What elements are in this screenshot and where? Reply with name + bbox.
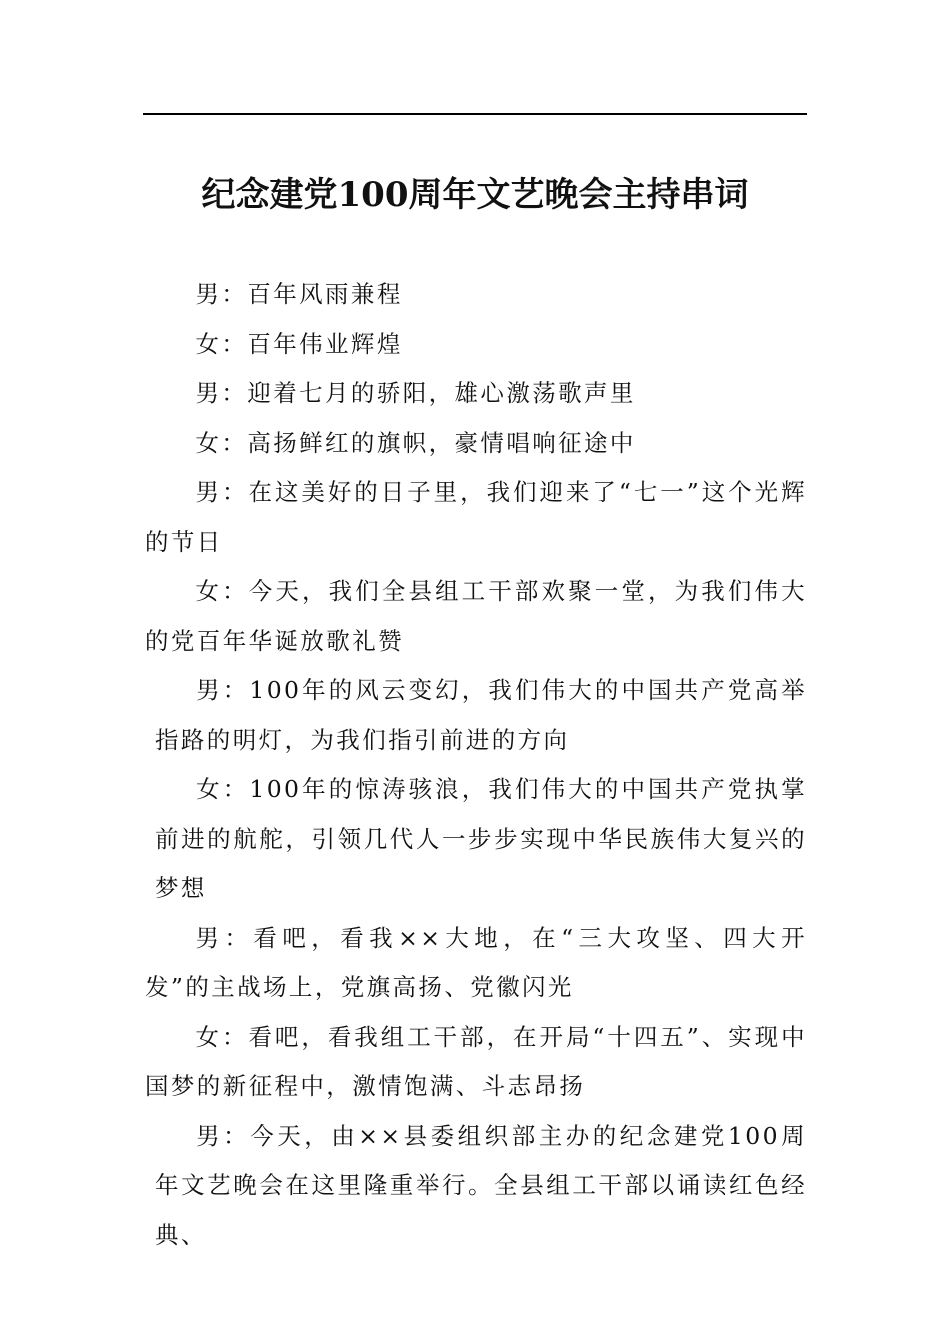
paragraph-text: 迎着七月的骄阳，雄心激荡歌声里 — [247, 379, 636, 407]
paragraph — [145, 419, 807, 469]
speaker-label: 女： — [195, 577, 249, 605]
document-body — [145, 270, 807, 1260]
paragraph — [145, 567, 807, 666]
paragraph — [145, 914, 807, 1013]
header-rule — [143, 113, 807, 115]
paragraph-text: 百年伟业辉煌 — [247, 329, 403, 358]
speaker-label: 女： — [195, 1022, 249, 1051]
paragraph-text: 100年的惊涛骇浪，我们伟大的中国共产党执掌前进的航舵，引领几代人一步步实现中华民族伟大复兴的梦想 — [155, 775, 807, 902]
paragraph — [145, 1013, 807, 1112]
document-title: 纪念建党100周年文艺晚会主持串词 — [201, 175, 749, 215]
paragraph-text: 100年的风云变幻，我们伟大的中国共产党高举指路的明灯，为我们指引前进的方向 — [155, 676, 807, 754]
paragraph-text: 看吧，看我××大地，在“三大攻坚、四大开发”的主战场上，党旗高扬、党徽闪光 — [145, 923, 807, 1001]
paragraph — [145, 1112, 807, 1261]
speaker-label: 男： — [196, 676, 250, 704]
paragraph-text: 在这美好的日子里，我们迎来了“七一”这个光辉的节日 — [145, 478, 807, 556]
speaker-label: 男： — [195, 280, 248, 308]
paragraph — [145, 765, 807, 914]
speaker-label: 男： — [195, 923, 254, 952]
paragraph-text: 今天，我们全县组工干部欢聚一堂，为我们伟大的党百年华诞放歌礼赞 — [145, 577, 807, 655]
paragraph — [145, 270, 807, 320]
paragraph — [145, 369, 807, 419]
paragraph-text: 今天，由××县委组织部主办的纪念建党100周年文艺晚会在这里隆重举行。全县组工干部以诵读红色经典、 — [155, 1121, 807, 1249]
speaker-label: 女： — [195, 428, 248, 457]
speaker-label: 男： — [195, 478, 249, 506]
speaker-label: 男： — [196, 1121, 251, 1150]
speaker-label: 女： — [196, 775, 250, 803]
paragraph — [145, 468, 807, 567]
paragraph-text: 看吧，看我组工干部，在开局“十四五”、实现中国梦的新征程中，激情饱满、斗志昂扬 — [145, 1022, 807, 1100]
speaker-label: 女： — [195, 329, 248, 358]
paragraph-text: 百年风雨兼程 — [247, 280, 403, 308]
paragraph — [145, 320, 807, 370]
paragraph-text: 高扬鲜红的旗帜，豪情唱响征途中 — [247, 428, 636, 457]
speaker-label: 男： — [195, 379, 248, 407]
paragraph — [145, 666, 807, 765]
